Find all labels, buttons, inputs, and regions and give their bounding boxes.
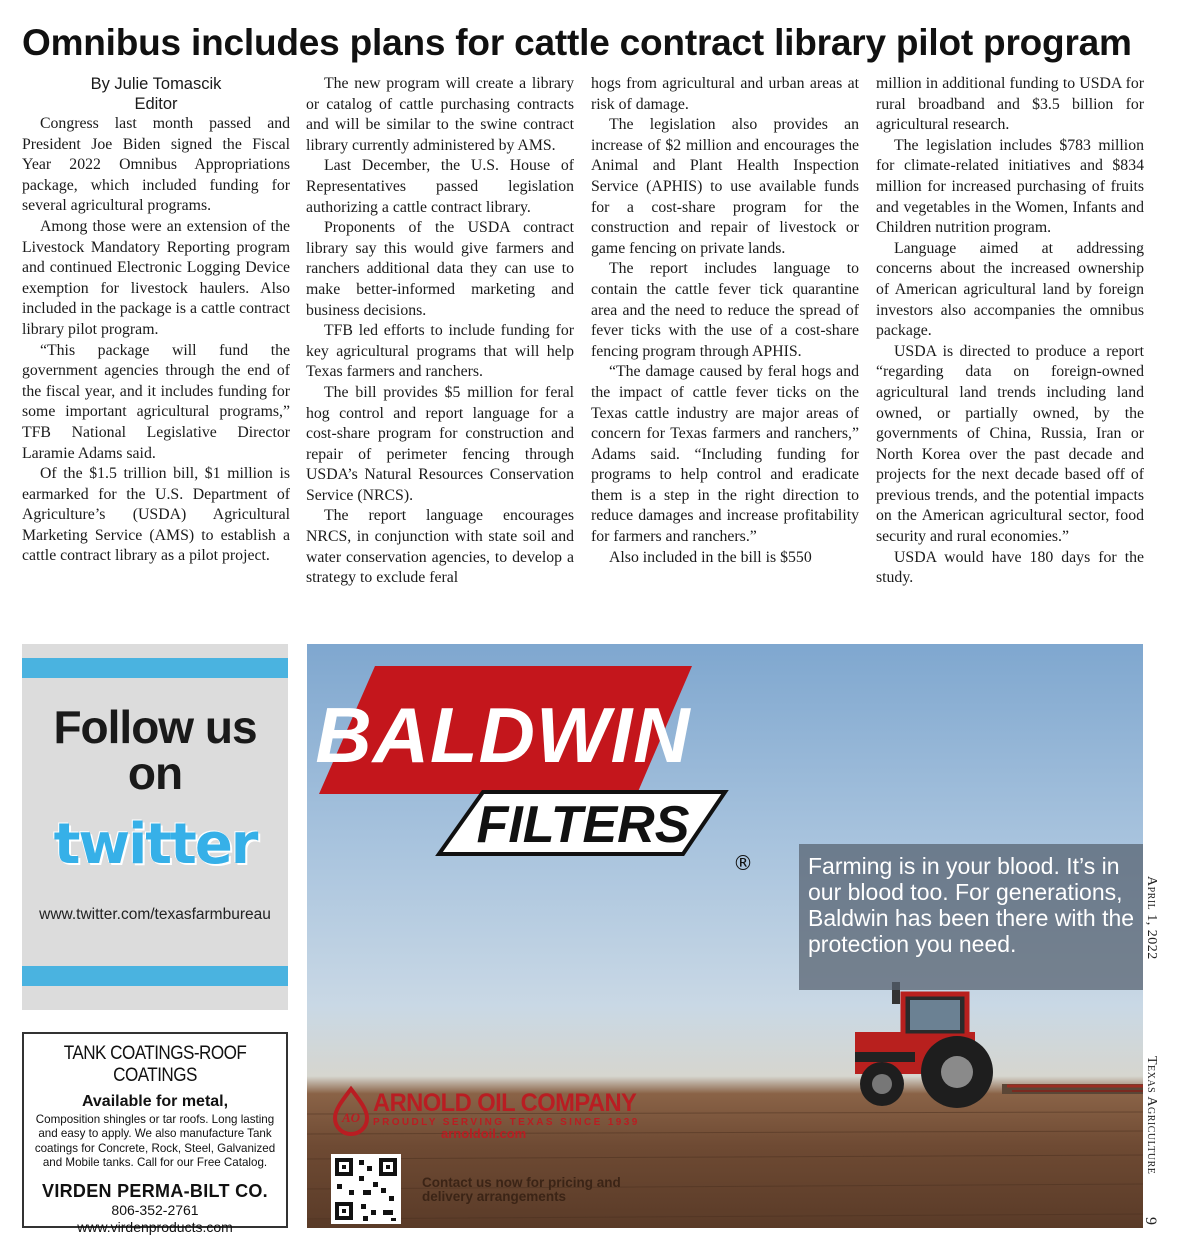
tank-ad-website-link[interactable]: www.virdenproducts.com	[77, 1218, 233, 1235]
filters-logo-text: FILTERS	[476, 796, 690, 854]
arnold-oil-url-link[interactable]: arnoldoil.com	[441, 1126, 527, 1141]
article-column-1	[22, 74, 290, 634]
paragraph: hogs from agricultural and urban areas at risk of damage.	[591, 75, 859, 113]
article-column-3	[591, 74, 859, 634]
paragraph: “This package will fund the government agencies through the end of the fiscal year, and it includes funding for some important agricultural programs,” TFB National Legislative Director Laramie Adams said.	[22, 341, 290, 462]
tractor-image	[855, 982, 1143, 1108]
arnold-oil-logo-icon	[335, 1089, 367, 1134]
paragraph: “The damage caused by feral hogs and the impact of cattle fever ticks on the Texas cattle industry are major areas of concern for Texas farmers and ranchers,” Adams said. “Including funding for programs to help control and eradicate them is a step in the right direction to reduce damages and increase profitability for farmers and ranchers.”	[591, 363, 859, 546]
paragraph: Also included in the bill is $550	[609, 548, 812, 566]
article-column-2	[306, 74, 574, 634]
byline-role: Editor	[134, 95, 178, 113]
contact-cta: Contact us now for pricing and delivery arrangements	[422, 1175, 621, 1204]
page-number: 9	[1142, 1217, 1159, 1225]
svg-text:AO: AO	[341, 1110, 361, 1125]
tank-ad-subtitle: Available for metal,	[81, 1093, 229, 1110]
paragraph: Of the $1.5 trillion bill, $1 million is earmarked for the U.S. Department of Agriculture’s (USDA) Agricultural Marketing Service (AMS) to establish a cattle contract library as a pilot project.	[22, 465, 290, 565]
paragraph: The report includes language to contain the cattle fever tick quarantine area and the need to reduce the spread of fever ticks with the use of a cost-share fencing program through APHIS.	[591, 260, 859, 360]
tank-ad-title: TANK COATINGS-ROOF COATINGS	[63, 1043, 247, 1086]
paragraph: The new program will create a library or catalog of cattle purchasing contracts and will be similar to the swine contract library currently administered by AMS.	[306, 75, 574, 154]
follow-line-2: on	[127, 747, 183, 799]
paragraph: The legislation includes $783 million for climate-related initiatives and $834 million for increased purchasing of fruits and vegetables in the Women, Infants and Children nutrition program.	[876, 136, 1144, 237]
arnold-oil-name: ARNOLD OIL COMPANY	[373, 1089, 637, 1117]
paragraph: Among those were an extension of the Livestock Mandatory Reporting program and continued Electronic Logging Device exemption for livestock haulers. Also included in the package is a cattle contract library pilot program.	[22, 217, 290, 338]
publication-name: Texas Agriculture	[1144, 1056, 1159, 1175]
paragraph: TFB led efforts to include funding for key agricultural programs that will help Texas farmers and ranchers.	[306, 322, 574, 381]
paragraph: Last December, the U.S. House of Representatives passed legislation authorizing a cattle contract library.	[306, 157, 574, 216]
paragraph: million in additional funding to USDA for rural broadband and $3.5 billion for agricultural research.	[876, 75, 1144, 134]
ad-stripe-top	[22, 658, 288, 678]
follow-line-1: Follow us	[53, 701, 257, 753]
paragraph: Language aimed at addressing concerns about the increased ownership of American agricultural land by foreign investors also accompanies the omnibus package.	[876, 239, 1144, 340]
tank-ad-body: Composition shingles or tar roofs. Long lasting and easy to apply. We also manufacture Tank coatings for Concrete, Rock, Steel, Galvanized and Mobile tanks. Call for our Free Catalog.	[34, 1113, 276, 1170]
baldwin-logo-text: BALDWIN	[315, 691, 691, 779]
issue-date: April 1, 2022	[1144, 876, 1159, 960]
registered-mark: ®	[733, 851, 753, 875]
arnold-oil-tagline: PROUDLY SERVING TEXAS SINCE 1939	[373, 1117, 640, 1128]
paragraph: USDA would have 180 days for the study.	[876, 548, 1144, 587]
twitter-logo: twitter	[53, 812, 257, 877]
qr-code-icon	[331, 1154, 401, 1224]
twitter-url-link[interactable]: www.twitter.com/texasfarmbureau	[39, 906, 271, 923]
article-column-4	[876, 74, 1144, 634]
baldwin-tagline: Farming is in your blood. It’s in our blood too. For generations, Baldwin has been there with the protection you need.	[799, 844, 1143, 990]
twitter-ad[interactable]	[22, 644, 288, 1010]
paragraph: The legislation also provides an increase of $2 million and encourages the Animal and Plant Health Inspection Service (APHIS) to use available funds for a cost-share program for the construction and repair of livestock or game fencing on private lands.	[591, 116, 859, 257]
headline: Omnibus includes plans for cattle contract library pilot program	[22, 22, 1132, 63]
paragraph: Congress last month passed and President Joe Biden signed the Fiscal Year 2022 Omnibus Appropriations package, which included funding for several agricultural programs.	[22, 115, 290, 215]
tank-ad-phone: 806-352-2761	[111, 1201, 199, 1218]
ad-stripe-bottom	[22, 966, 288, 986]
paragraph: USDA is directed to produce a report “regarding data on foreign-owned agricultural land trends including land owned, or partially owned, by the governments of China, Russia, Iran or North Korea over the past decade and projects for the next decade based off of previous trends, and the potential impacts on the American agricultural sector, food security and rural economies.”	[876, 342, 1144, 546]
twitter-follow-text	[22, 701, 288, 799]
tank-ad-company: VIRDEN PERMA-BILT CO.	[42, 1180, 268, 1201]
baldwin-filters-ad[interactable]	[307, 644, 1143, 1228]
paragraph: Proponents of the USDA contract library say this would give farmers and ranchers additional data they can use to make better-informed marketing and business decisions.	[306, 219, 574, 319]
paragraph: The bill provides $5 million for feral hog control and report language for a cost-share program for construction and repair of perimeter fencing through USDA’s Natural Resources Conservation Service (NRCS).	[306, 383, 574, 504]
byline-author: By Julie Tomascik	[90, 75, 222, 93]
tank-coatings-ad	[22, 1032, 288, 1235]
paragraph: The report language encourages NRCS, in conjunction with state soil and water conservation agencies, to develop a strategy to exclude feral	[306, 507, 574, 587]
